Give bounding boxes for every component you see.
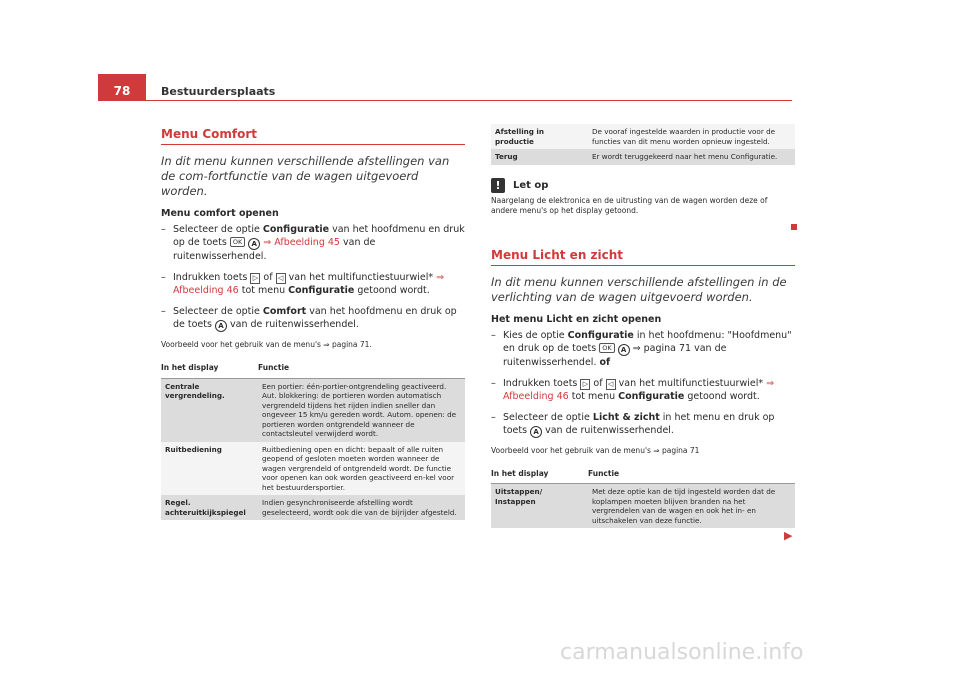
menu-comfort-subheading: Menu comfort openen (161, 208, 279, 219)
table-row: Uitstappen/ Instappen Met deze optie kan de tijd ingesteld worden dat de koplampen moeten blijven branden na het vergrendelen van de wagen en ook het in- en uitschakelen van deze functie. (491, 484, 795, 529)
header-rule (98, 100, 792, 101)
step: – Kies de optie Configuratie in het hoofdmenu: "Hoofdmenu" en druk op de toets OK A ⇒ pagina 71 van de ruitenwisserhendel. of (491, 329, 792, 368)
menu-light-title: Menu Licht en zicht (491, 248, 795, 266)
a-button-icon: A (215, 320, 227, 332)
note-label: Let op (513, 179, 549, 191)
figure-link[interactable]: ⇒ Afbeelding 45 (263, 237, 340, 248)
note-text: Naargelang de elektronica en de uitrusting van de wagen worden deze of andere menu's op het display getoond. (491, 195, 768, 215)
menu-light-intro: In dit menu kunnen verschillende afstellingen in de verlichting van de wagen uitgevoerd worden. (491, 274, 787, 304)
step: – Selecteer de optie Licht & zicht in het menu en druk op toets A van de ruitenwisserhendel. (491, 411, 775, 436)
light-table (491, 464, 795, 529)
table-header: Functie (258, 358, 465, 378)
table-header: In het display (161, 358, 258, 378)
right-column (491, 124, 795, 528)
warning-icon: ! (491, 178, 505, 193)
watermark: carmanualsonline.info (560, 640, 804, 665)
step: – Selecteer de optie Configuratie van het hoofdmenu en druk op de toets OK A ⇒ Afbeelding 45 van de ruitenwisserhendel. (161, 224, 465, 262)
right-arrow-key-icon: ▷ (250, 273, 260, 284)
left-column (161, 127, 465, 520)
table-row: Ruitbediening Ruitbediening open en dicht: bepaalt of alle ruiten geopend of gesloten moeten worden wanneer de wagen vergrendeld of ontgrendeld wordt. De functie voor openen kan ook worden geactiveerd en-kel voor het bestuurdersportier. (161, 442, 465, 496)
table-header: Functie (588, 464, 795, 484)
comfort-table (161, 358, 465, 520)
a-button-icon: A (530, 426, 542, 438)
figure-link[interactable]: ⇒ Afbeelding 46 (173, 272, 445, 296)
left-arrow-key-icon: ◁ (606, 379, 616, 390)
figure-link[interactable]: ⇒ Afbeelding 46 (503, 377, 775, 402)
table-row: Terug Er wordt teruggekeerd naar het menu Configuratie. (491, 149, 795, 165)
step: – Indrukken toets ▷ of ◁ van het multifunctiestuurwiel* ⇒ Afbeelding 46 tot menu Configuratie getoond wordt. (161, 272, 445, 296)
usage-reference: Voorbeeld voor het gebruik van de menu's ⇒ pagina 71 (491, 445, 700, 455)
section-title: Bestuurdersplaats (161, 85, 276, 98)
left-arrow-key-icon: ◁ (276, 273, 286, 284)
a-button-icon: A (248, 238, 260, 250)
ok-key-icon: OK (230, 237, 245, 247)
page-number: 78 (98, 74, 146, 100)
comfort-table-continued (491, 124, 795, 165)
note-heading (491, 178, 795, 193)
table-row: Centrale vergrendeling. Een portier: één-portier-ontgrendeling geactiveerd. Aut. blokkering: de portieren worden automatisch vergrendeld tijdens het rijden indien sneller dan ongeveer 15 km/u gereden wordt. Autom. openen: de portieren worden ontgrendeld wanneer de contactsleutel verwijderd wordt. (161, 378, 465, 442)
table-row: Afstelling in productie De vooraf ingestelde waarden in productie voor de functies van dit menu worden opnieuw ingesteld. (491, 124, 795, 149)
step: – Selecteer de optie Comfort van het hoofdmenu en druk op de toets A van de ruitenwisserhendel. (161, 306, 457, 330)
menu-comfort-title: Menu Comfort (161, 127, 465, 145)
ok-key-icon: OK (599, 343, 614, 353)
table-row: Regel. achteruitkijkspiegel Indien gesynchroniseerde afstelling wordt geselecteerd, wordt ook die van de bijrijder afgesteld. (161, 495, 465, 520)
a-button-icon: A (618, 344, 630, 356)
usage-reference: Voorbeeld voor het gebruik van de menu's ⇒ pagina 71. (161, 340, 372, 349)
section-end-icon (791, 224, 797, 230)
continue-arrow-icon: ▶ (784, 529, 793, 542)
menu-light-subheading: Het menu Licht en zicht openen (491, 313, 662, 325)
menu-comfort-intro: In dit menu kunnen verschillende afstellingen van de com-fortfunctie van de wagen uitgevoerd worden. (161, 154, 450, 198)
step: – Indrukken toets ▷ of ◁ van het multifunctiestuurwiel* ⇒ Afbeelding 46 tot menu Configuratie getoond wordt. (491, 377, 775, 402)
table-header: In het display (491, 464, 588, 484)
right-arrow-key-icon: ▷ (580, 379, 590, 390)
